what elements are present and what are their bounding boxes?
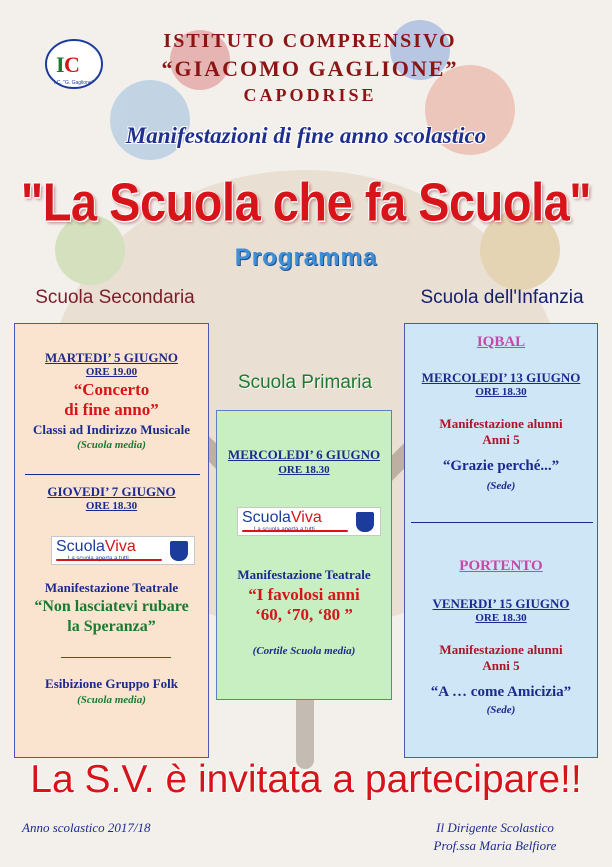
school-year: Anno scolastico 2017/18 bbox=[22, 820, 151, 835]
invitation-text: La S.V. è invitata a partecipare!! bbox=[30, 758, 582, 801]
event2-label: Manifestazione Teatrale bbox=[44, 580, 179, 595]
plesso-iqbal-name: IQBAL bbox=[476, 334, 526, 350]
iqbal-note: (Sede) bbox=[486, 480, 516, 492]
event2-date: GIOVEDI’ 7 GIUGNO bbox=[47, 484, 176, 499]
event1-time: ORE 19.00 bbox=[85, 366, 138, 378]
scuolaviva-word1: Scuola bbox=[242, 509, 291, 526]
signer-name: Prof.ssa Maria Belfiore bbox=[433, 838, 557, 853]
logo-caption: I.C. "G. Gaglione" bbox=[54, 80, 94, 86]
iqbal-title: “Grazie perché...” bbox=[442, 458, 560, 474]
scuolaviva-swoosh bbox=[242, 530, 348, 532]
primaria-label: Manifestazione Teatrale bbox=[237, 567, 371, 582]
portento-label-line2: Anni 5 bbox=[482, 658, 520, 673]
heading-scuola-infanzia: Scuola dell'Infanzia bbox=[420, 287, 584, 308]
primaria-title-line2: ‘60, ‘70, ‘80 ” bbox=[255, 605, 353, 624]
iqbal-date: MERCOLEDI’ 13 GIUGNO bbox=[421, 370, 581, 385]
primaria-title-line1: “I favolosi anni bbox=[248, 585, 360, 604]
school-logo bbox=[44, 38, 104, 90]
heading-scuola-secondaria: Scuola Secondaria bbox=[35, 287, 195, 308]
portento-time: ORE 18.30 bbox=[475, 612, 527, 624]
regione-campania-emblem-icon bbox=[170, 541, 188, 561]
panel-scuola-infanzia bbox=[404, 323, 598, 758]
event1-title-line2: di fine anno” bbox=[64, 400, 159, 419]
event1-date: MARTEDI’ 5 GIUGNO bbox=[45, 350, 178, 365]
logo-letter-i: I bbox=[56, 52, 65, 77]
primaria-note: (Cortile Scuola media) bbox=[252, 645, 356, 657]
event1-title-line1: “Concerto bbox=[73, 380, 150, 399]
iqbal-time: ORE 18.30 bbox=[475, 386, 527, 398]
panel-scuola-secondaria bbox=[14, 323, 209, 758]
event2-time: ORE 18.30 bbox=[85, 500, 138, 512]
event3-note: (Scuola media) bbox=[77, 694, 146, 706]
primaria-date: MERCOLEDI’ 6 GIUGNO bbox=[227, 447, 381, 462]
event2-title-line1: “Non lasciatevi rubare bbox=[34, 598, 189, 615]
scuolaviva-swoosh bbox=[56, 559, 162, 561]
scuolaviva-word1: Scuola bbox=[56, 538, 105, 555]
scuolaviva-word2: Viva bbox=[290, 509, 322, 526]
plesso-portento-name: PORTENTO bbox=[459, 558, 543, 574]
panel-scuola-primaria bbox=[216, 410, 392, 700]
event1-note: (Scuola media) bbox=[77, 439, 146, 451]
event1-detail: Classi ad Indirizzo Musicale bbox=[32, 422, 191, 437]
institute-line-1: ISTITUTO COMPRENSIVO bbox=[163, 30, 457, 52]
logo-letter-c: C bbox=[64, 52, 80, 77]
primaria-time: ORE 18.30 bbox=[278, 464, 330, 476]
main-title: "La Scuola che fa Scuola" bbox=[20, 171, 592, 233]
divider bbox=[61, 657, 171, 658]
heading-scuola-primaria: Scuola Primaria bbox=[237, 372, 373, 393]
event3-label: Esibizione Gruppo Folk bbox=[45, 676, 178, 691]
subtitle: Manifestazioni di fine anno scolastico bbox=[125, 123, 487, 148]
scuolaviva-logo bbox=[237, 507, 381, 536]
portento-date: VENERDI’ 15 GIUGNO bbox=[432, 596, 570, 611]
signer-role: Il Dirigente Scolastico bbox=[436, 820, 554, 835]
portento-note: (Sede) bbox=[486, 704, 516, 716]
divider bbox=[411, 522, 593, 523]
portento-label-line1: Manifestazione alunni bbox=[439, 642, 563, 657]
divider bbox=[25, 474, 200, 475]
event2-title-line2: la Speranza” bbox=[67, 618, 156, 635]
regione-campania-emblem-icon bbox=[356, 512, 374, 532]
institute-town: CAPODRISE bbox=[243, 85, 377, 105]
programma-heading: Programma bbox=[234, 244, 378, 271]
institute-name: “GIACOMO GAGLIONE” bbox=[161, 56, 459, 81]
scuolaviva-logo bbox=[51, 536, 195, 565]
portento-title: “A … come Amicizia” bbox=[430, 684, 572, 700]
iqbal-label-line1: Manifestazione alunni bbox=[439, 416, 563, 431]
scuolaviva-word2: Viva bbox=[104, 538, 136, 555]
iqbal-label-line2: Anni 5 bbox=[482, 432, 520, 447]
